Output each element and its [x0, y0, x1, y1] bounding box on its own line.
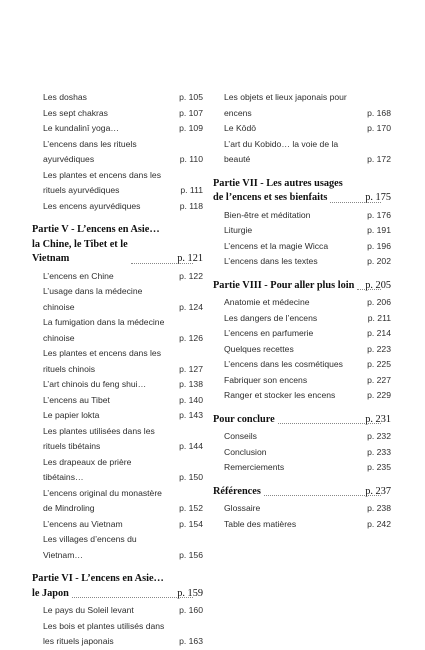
toc-page-number: p. 170 [367, 123, 391, 133]
toc-heading-line: Partie V - L’encens en Asie… [32, 224, 160, 235]
toc-entry-les-doshas[interactable] [32, 90, 203, 106]
toc-page-number: p. 223 [367, 343, 391, 354]
toc-entry-title: L’encens au Vietnam [43, 518, 123, 529]
toc-page-number: p. 238 [367, 503, 391, 513]
toc-entry-title: L’art chinois du feng shui… [43, 379, 147, 389]
toc-right-column [213, 90, 391, 532]
toc-page-number: p. 121 [177, 253, 203, 264]
toc-page-number: p. 229 [367, 390, 391, 400]
toc-entry-glossaire[interactable] [213, 501, 391, 517]
toc-entry-le-kundalini-yoga[interactable] [32, 121, 203, 137]
toc-entry-le-pays-du-soleil-levant[interactable] [32, 603, 203, 619]
toc-page-number: p. 214 [367, 328, 391, 338]
toc-entry-l-encens-dans-les-rituels-ayurvediques[interactable] [32, 137, 203, 168]
toc-entry-title: Liturgie [224, 225, 253, 235]
toc-part-heading-pour-conclure[interactable] [213, 413, 391, 428]
toc-entry-title: Les bois et plantes utilisés dans les rituels japonais [43, 620, 165, 646]
toc-page-number: p. 242 [367, 518, 391, 529]
toc-page-number: p. 118 [179, 200, 203, 211]
toc-heading-line: Partie VI - L’encens en Asie… [32, 573, 164, 584]
toc-entry-title: L’encens au Tibet [43, 394, 110, 405]
toc-entry-l-encens-en-chine[interactable] [32, 269, 203, 285]
toc-entry-les-drapeaux-de-priere-tibetains[interactable] [32, 455, 203, 486]
toc-entry-quelques-recettes[interactable] [213, 342, 391, 358]
toc-heading-line: Partie VII - Les autres usages [213, 177, 343, 189]
toc-entry-title: Les plantes et encens dans les rituels chinois [43, 348, 162, 374]
toc-entry-les-sept-chakras[interactable] [32, 106, 203, 122]
toc-entry-title: Les encens ayurvédiques [43, 200, 141, 211]
toc-entry-title: L’encens dans les cosmétiques [224, 359, 343, 369]
toc-entry-les-objets-et-lieux-japonais-pour-encens[interactable] [213, 90, 391, 121]
toc-entry-les-villages-d-encens-du-vietnam[interactable] [32, 532, 203, 563]
toc-entry-title: Conseils [224, 431, 257, 441]
toc-page-number: p. 107 [179, 107, 203, 118]
toc-entry-title: La fumigation dans la médecine chinoise [43, 317, 165, 343]
toc-entry-title: Les doshas [43, 92, 87, 102]
toc-entry-l-encens-dans-les-cosmetiques[interactable] [213, 357, 391, 373]
toc-page-number: p. 159 [177, 587, 203, 599]
toc-page-number: p. 163 [179, 636, 203, 646]
toc-entry-title: Les plantes utilisées dans les rituels tibétains [43, 425, 155, 451]
toc-entry-title: Remerciements [224, 462, 285, 472]
toc-page-number: p. 231 [365, 413, 391, 425]
toc-entry-les-plantes-utilisees-dans-les-rituels-t[interactable] [32, 424, 203, 455]
toc-page-number: p. 225 [367, 359, 391, 369]
toc-entry-l-art-du-kobido-la-voie-de-la-beaute[interactable] [213, 137, 391, 168]
toc-page-number: p. 175 [365, 192, 391, 203]
toc-page-number: p. 143 [179, 410, 203, 420]
toc-entry-les-bois-et-plantes-utilises-dans-les-ri[interactable] [32, 619, 203, 650]
toc-entry-title: L’encens en parfumerie [224, 328, 314, 338]
toc-page-number: p. 196 [367, 240, 391, 251]
toc-entry-table-des-matieres[interactable] [213, 517, 391, 533]
toc-page-number: p. 160 [179, 605, 203, 615]
toc-entry-les-plantes-et-encens-dans-les-rituels-c[interactable] [32, 346, 203, 377]
toc-heading-line: la Chine, le Tibet et le Vietnam [32, 238, 167, 267]
toc-entry-title: L’encens en Chine [43, 270, 114, 281]
toc-entry-title: Le pays du Soleil levant [43, 605, 134, 615]
toc-page-number: p. 154 [179, 518, 203, 529]
toc-entry-title: Le Kōdō [224, 123, 257, 133]
toc-page-number: p. 237 [365, 485, 391, 497]
toc-heading-line: Pour conclure [213, 413, 355, 428]
toc-page-number: p. 140 [179, 394, 203, 405]
toc-page-number: p. 127 [179, 363, 203, 374]
toc-entry-title: Le papier lokta [43, 410, 100, 420]
toc-entry-l-encens-dans-les-textes[interactable] [213, 254, 391, 270]
toc-page-number: p. 227 [367, 374, 391, 385]
toc-entry-title: Anatomie et médecine [224, 297, 310, 307]
toc-page-number: p. 109 [179, 123, 203, 133]
toc-entry-ranger-et-stocker-les-encens[interactable] [213, 388, 391, 404]
toc-entry-fabriquer-son-encens[interactable] [213, 373, 391, 389]
toc-entry-title: L’usage dans la médecine chinoise [43, 286, 143, 312]
toc-page-number: p. 202 [367, 256, 391, 266]
toc-heading-line: Partie VIII - Pour aller plus loin [213, 279, 355, 294]
toc-entry-title: Quelques recettes [224, 343, 294, 354]
toc-entry-title: L’encens dans les rituels ayurvédiques [43, 138, 137, 164]
toc-page-number: p. 211 [367, 312, 391, 323]
toc-entry-title: Fabriquer son encens [224, 374, 308, 385]
toc-part-heading-partie-viii-pour-aller-plus-loin[interactable] [213, 279, 391, 294]
toc-entry-anatomie-et-medecine[interactable] [213, 295, 391, 311]
toc-entry-l-encens-et-la-magie-wicca[interactable] [213, 239, 391, 255]
toc-entry-title: Table des matières [224, 518, 297, 529]
toc-entry-conclusion[interactable] [213, 445, 391, 461]
toc-entry-les-dangers-de-l-encens[interactable] [213, 311, 391, 327]
toc-entry-bien-etre-et-meditation[interactable] [213, 208, 391, 224]
toc-entry-title: Les drapeaux de prière tibétains… [43, 456, 132, 482]
toc-entry-title: Conclusion [224, 446, 267, 457]
toc-entry-conseils[interactable] [213, 429, 391, 445]
toc-heading-line: de l’encens et ses bienfaits [213, 191, 355, 206]
toc-entry-remerciements[interactable] [213, 460, 391, 476]
toc-page-number: p. 176 [367, 209, 391, 220]
toc-entry-title: Les plantes et encens dans les rituels ayurvédiques [43, 169, 162, 195]
toc-page-number: p. 122 [179, 270, 203, 281]
toc-page-number: p. 156 [179, 549, 203, 560]
toc-page-number: p. 152 [179, 503, 203, 513]
toc-entry-les-plantes-et-encens-dans-les-rituels-a[interactable] [32, 168, 203, 199]
toc-page-number: p. 233 [367, 446, 391, 457]
toc-entry-title: L’encens original du monastère de Mindroling [43, 487, 162, 513]
toc-entry-le-papier-lokta[interactable] [32, 408, 203, 424]
toc-entry-les-encens-ayurvediques[interactable] [32, 199, 203, 215]
toc-page-number: p. 150 [179, 472, 203, 482]
toc-entry-le-kodo[interactable] [213, 121, 391, 137]
toc-entry-title: Glossaire [224, 503, 261, 513]
toc-entry-title: Les sept chakras [43, 107, 108, 118]
toc-page-number: p. 126 [179, 332, 203, 343]
toc-page-number: p. 124 [179, 301, 203, 312]
toc-entry-l-encens-en-parfumerie[interactable] [213, 326, 391, 342]
toc-page-number: p. 205 [365, 279, 391, 291]
toc-heading-line: le Japon [32, 587, 167, 602]
toc-entry-title: Les villages d’encens du Vietnam… [43, 534, 137, 560]
toc-part-heading-references[interactable] [213, 485, 391, 500]
toc-entry-title: Le kundalinî yoga… [43, 123, 119, 133]
toc-page-number: p. 168 [367, 107, 391, 118]
toc-page-number: p. 138 [179, 379, 203, 389]
toc-page-number: p. 111 [180, 185, 203, 195]
toc-entry-title: L’encens dans les textes [224, 256, 318, 266]
toc-entry-la-fumigation-dans-la-medecine-chinoise[interactable] [32, 315, 203, 346]
toc-entry-l-art-chinois-du-feng-shui[interactable] [32, 377, 203, 393]
toc-page-number: p. 144 [179, 441, 203, 451]
toc-page-number: p. 110 [179, 154, 203, 164]
toc-entry-l-encens-au-tibet[interactable] [32, 393, 203, 409]
toc-page-number: p. 235 [367, 462, 391, 472]
toc-entry-title: Bien-être et méditation [224, 209, 311, 220]
toc-left-column [32, 90, 203, 650]
toc-heading-line: Références [213, 485, 355, 500]
toc-part-heading-partie-vii-les-autres-usages[interactable] [213, 177, 391, 206]
toc-entry-l-usage-dans-la-medecine-chinoise[interactable] [32, 284, 203, 315]
toc-entry-title: Les dangers de l’encens [224, 312, 318, 323]
toc-part-heading-partie-vi-l-encens-en-asie[interactable] [32, 572, 203, 601]
toc-entry-title: Ranger et stocker les encens [224, 390, 336, 400]
toc-page-number: p. 191 [367, 225, 391, 235]
toc-entry-liturgie[interactable] [213, 223, 391, 239]
toc-page-number: p. 206 [367, 297, 391, 307]
toc-entry-l-encens-au-vietnam[interactable] [32, 517, 203, 533]
toc-entry-l-encens-original-du-monastere-de-mindro[interactable] [32, 486, 203, 517]
toc-page-number: p. 105 [179, 92, 203, 102]
toc-entry-title: L’encens et la magie Wicca [224, 240, 329, 251]
toc-page-number: p. 232 [367, 431, 391, 441]
toc-entry-title: Les objets et lieux japonais pour encens [224, 92, 347, 118]
toc-part-heading-partie-v-l-encens-en-asie[interactable] [32, 223, 203, 267]
toc-page-number: p. 172 [367, 154, 391, 164]
toc-entry-title: L’art du Kobido… la voie de la beauté [224, 138, 339, 164]
